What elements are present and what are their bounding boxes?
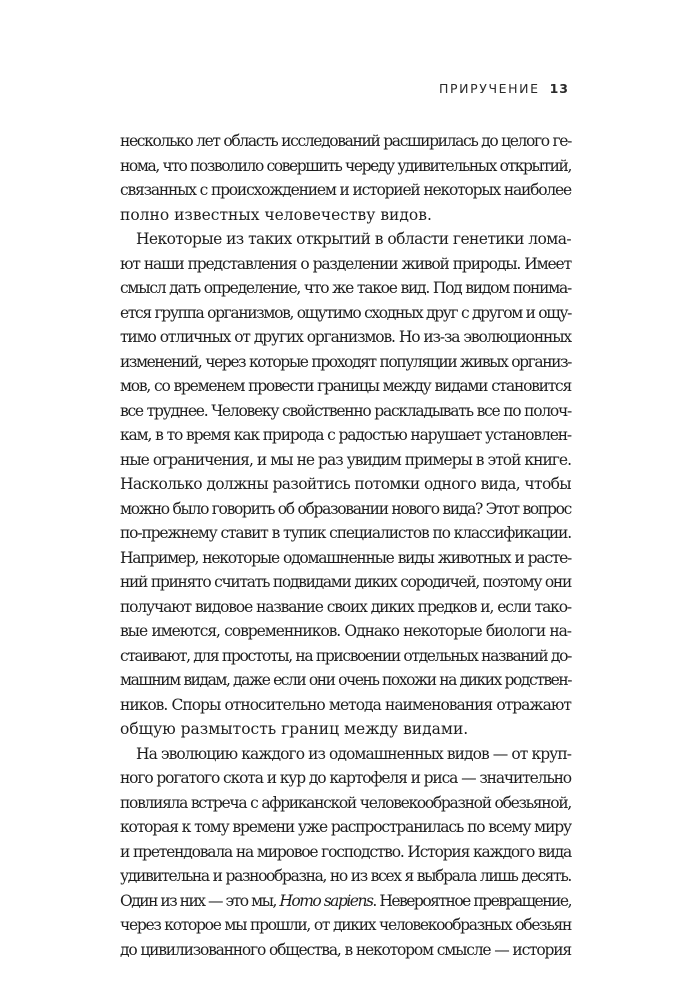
text-line: На эволюцию каждого из одомашненных видов — от круп-: [136, 744, 571, 763]
species-name-italic: Homo sapiens: [279, 891, 373, 910]
text-line: можно было говорить об образовании нового вида? Этот вопрос: [120, 499, 571, 518]
body-text: [120, 129, 571, 962]
text-line: Некоторые из таких открытий в области генетики лома-: [136, 230, 571, 248]
paragraph-3: [120, 742, 571, 963]
paragraph-1: [120, 129, 571, 227]
text-line: ного рогатого скота и кур до картофеля и риса — значительно: [120, 769, 571, 787]
text-line: общую размытость границ между видами.: [120, 720, 469, 738]
text-line: удивительна и разнообразна, но из всех я выбрала лишь десять.: [120, 867, 571, 885]
text-segment: . Невероятное превращение,: [372, 891, 571, 910]
page-number: 13: [549, 81, 569, 96]
text-line: Насколько должны разойтись потомки одного вида, чтобы: [120, 475, 571, 493]
text-line: повлияла встреча с африканской человекообразной обезьяной,: [120, 793, 571, 812]
text-line-with-italic: [120, 889, 571, 914]
text-line: мов, со временем провести границы между видами становится: [120, 377, 571, 395]
text-line: смысл дать определение, что же такое вид. Под видом понима-: [120, 279, 571, 297]
text-line: кам, в то время как природа с радостью нарушает установлен-: [120, 426, 571, 444]
text-line: получают видовое название своих диких предков и, если тако-: [120, 597, 571, 616]
text-line: несколько лет область исследований расширилась до целого ге-: [120, 132, 571, 150]
text-line: нома, что позволило совершить череду удивительных открытий,: [120, 156, 571, 175]
text-line: до цивилизованного общества, в некотором смысле — история: [120, 940, 571, 959]
text-line: ников. Споры относительно метода наименования отражают: [120, 695, 571, 714]
text-line: стаивают, для простоты, на присвоении отдельных названий до-: [120, 646, 571, 665]
text-line: ют наши представления о разделении живой природы. Имеет: [120, 254, 571, 273]
text-segment: Один из них — это мы,: [120, 891, 280, 910]
text-line: которая к тому времени уже распространилась по всему миру: [120, 818, 571, 836]
running-head: [439, 81, 569, 96]
text-line: тимо отличных от других организмов. Но из-за эволюционных: [120, 328, 571, 346]
text-line: по-прежнему ставит в тупик специалистов по классификации.: [120, 524, 571, 542]
text-line: изменений, через которые проходят популяции живых организ-: [120, 352, 571, 371]
text-line: и претендовала на мировое господство. История каждого вида: [120, 842, 571, 861]
text-line: полно известных человечеству видов.: [120, 205, 432, 224]
text-line: Например, некоторые одомашненные виды животных и расте-: [120, 548, 571, 567]
text-line: машним видам, даже если они очень похожи на диких родствен-: [120, 671, 571, 689]
text-line: ные ограничения, и мы не раз увидим примеры в этой книге.: [120, 450, 571, 469]
text-line: через которое мы прошли, от диких человекообразных обезьян: [120, 916, 571, 934]
text-line: все труднее. Человеку свойственно раскладывать все по полоч-: [120, 401, 571, 420]
chapter-title: ПРИРУЧЕНИЕ: [439, 81, 540, 96]
text-line: связанных с происхождением и историей некоторых наиболее: [120, 181, 571, 199]
text-line: ний принято считать подвидами диких сородичей, поэтому они: [120, 573, 571, 591]
paragraph-2: [120, 227, 571, 742]
text-line: вые имеются, современников. Однако некоторые биологи на-: [120, 622, 571, 640]
text-line: ется группа организмов, ощутимо сходных друг с другом и ощу-: [120, 303, 571, 322]
